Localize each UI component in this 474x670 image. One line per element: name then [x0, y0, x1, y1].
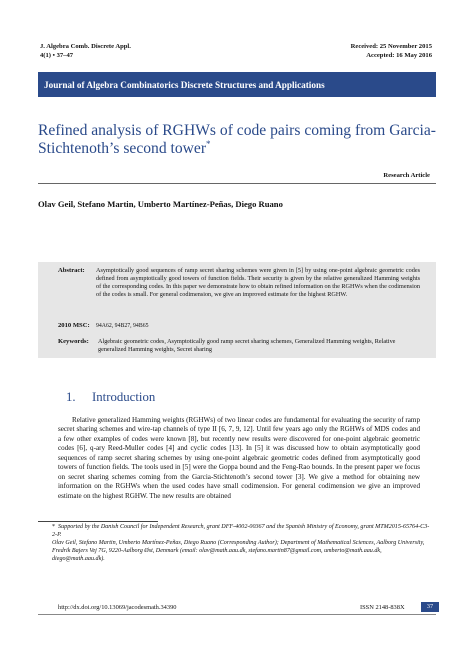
accepted-date: Accepted: 16 May 2016	[366, 52, 432, 59]
introduction-body	[58, 416, 420, 501]
section-title: Introduction	[92, 390, 156, 404]
footer-divider	[38, 614, 436, 615]
title-text: Refined analysis of RGHWs of code pairs coming from Garcia-Stichtenoth’s second tower	[38, 122, 436, 157]
keywords-label: Keywords:	[58, 338, 89, 345]
issn-text: ISSN 2148-838X	[360, 604, 405, 611]
section-number: 1.	[66, 390, 76, 404]
journal-banner	[38, 72, 436, 97]
section-heading	[66, 390, 155, 405]
dates-info	[351, 42, 432, 60]
footnote	[52, 524, 434, 565]
article-type: Research Article	[383, 172, 430, 179]
journal-name: Journal of Algebra Combinatorics Discrete Structures and Applications	[44, 79, 325, 90]
received-date: Received: 25 November 2015	[350, 43, 432, 50]
header-divider	[38, 183, 436, 184]
msc-codes: 94A62, 94B27, 94B65	[96, 323, 149, 329]
intro-paragraph: Relative generalized Hamming weights (RGHWs) of two linear codes are fundamental for evaluating the security of ramp secret sharing schemes and wire-tap channels of type II [6, 7, 9, 12]. Until few years ago only the RGHWs of MDS codes and a few other examples of codes were known [8], but recently new results were discovered for one-point algebraic geometric codes [6], q-ary Reed-Muller codes [4] and cyclic codes [13]. In [5] it was discussed how to obtain asymptotically good sequences of ramp secret sharing schemes by using one-point algebraic geometric codes defined from asymptotically good towers of function fields. The tools used in [5] were the Goppa bound and the Feng-Rao bounds. In the present paper we focus on secret sharing schemes coming from the Garcia-Stichtenoth’s second tower [3]. We give a method for obtaining new information on the RGHWs when the used codes have small codimension. For general codimension we give an improved estimate on the highest RGHW. The new results are obtained	[58, 416, 420, 500]
page-number: 37	[421, 602, 439, 612]
abstract-label: Abstract:	[58, 267, 85, 274]
footnote-support	[52, 524, 434, 539]
keywords-text: Algebraic geometric codes, Asymptotically good ramp secret sharing schemes, Generalized Hamming weights, Relative generalized Hamming weights, Secret sharing	[98, 338, 396, 353]
journal-info	[40, 42, 131, 60]
doi-link[interactable]: http://dx.doi.org/10.13069/jacodesmath.34390	[58, 604, 177, 611]
article-title	[38, 122, 436, 158]
footnote-support-text: Supported by the Danish Council for Independent Research, grant DFF-4002-00367 and the Spanish Ministry of Economy, grant MTM2015-65764-C3-2-P.	[52, 524, 430, 538]
footnote-mark: *	[52, 524, 56, 530]
footnote-affiliation: Olav Geil, Stefano Martin, Umberto Martínez-Peñas, Diego Ruano (Corresponding Author); Department of Mathematical Sciences, Aalborg University, Fredrik Bajers Vej 7G, 9220-Aalborg Øst, Denmark (email: olav@math.aau.dk, stefano.martin87@gmail.com, umberto@math.aau.dk, diego@math.aau.dk).	[52, 540, 425, 562]
journal-abbrev: J. Algebra Comb. Discrete Appl.	[40, 43, 131, 50]
footnote-divider	[38, 521, 158, 522]
volume-issue: 4(1) • 37–47	[40, 52, 74, 59]
msc-label: 2010 MSC:	[58, 322, 90, 329]
abstract-text: Asymptotically good sequences of ramp secret sharing schemes were given in [5] by using one-point algebraic geometric codes defined from asymptotically good towers of function fields. Their security is given by the relative generalized Hamming weights of the corresponding codes. In this paper we demonstrate how to obtain refined information on the RGHWs when the codimension of the codes is small. For general codimension, we give an improved estimate for the highest RGHW.	[96, 267, 420, 298]
title-footnote-mark[interactable]: *	[206, 138, 211, 149]
author-list: Olav Geil, Stefano Martin, Umberto Martínez-Peñas, Diego Ruano	[38, 199, 283, 209]
